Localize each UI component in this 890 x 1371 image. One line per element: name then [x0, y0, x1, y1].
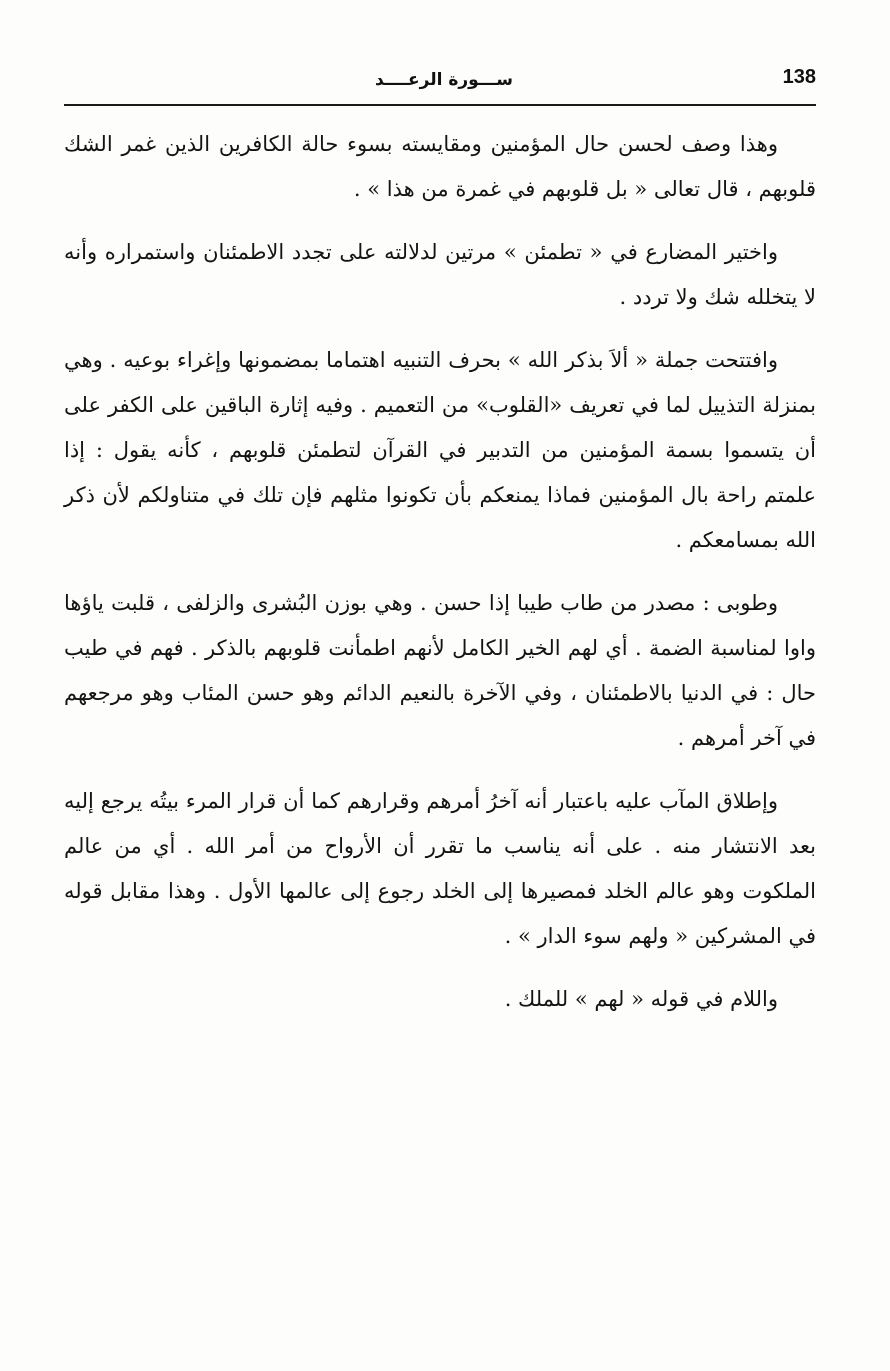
paragraph-2-text: واختير المضارع في « تطمئن » مرتين لدلالته على تجدد الاطمئنان واستمراره وأنه لا يتخلله شك ولا تردد .	[64, 240, 816, 309]
paragraph-6	[64, 977, 816, 1022]
running-title: ســـورة الرعــــد	[374, 70, 513, 90]
paragraph-4	[64, 581, 816, 761]
paragraph-3-text: وافتتحت جملة « ألاَ بذكر الله » بحرف التنبيه اهتماما بمضمونها وإغراء بوعيه . وهي بمنزلة التذييل لما في تعريف «القلوب» من التعميم . وفيه إثارة الباقين على الكفر على أن يتسموا بسمة المؤمنين من التدبير في القرآن لتطمئن قلوبهم ، كأنه يقول : إذا علمتم راحة بال المؤمنين فماذا يمنعكم بأن تكونوا مثلهم فإن تلك في متناولكم لأن ذكر الله بمسامعكم .	[64, 348, 816, 552]
paragraph-1	[64, 122, 816, 212]
paragraph-4-text: وطوبى : مصدر من طاب طيبا إذا حسن . وهي بوزن البُشرى والزلفى ، قلبت ياؤها واوا لمناسبة الضمة . أي لهم الخير الكامل لأنهم اطمأنت قلوبهم بالذكر . فهم في طيب حال : في الدنيا بالاطمئنان ، وفي الآخرة بالنعيم الدائم وهو حسن المئاب وهو مرجعهم في آخر أمرهم .	[64, 591, 816, 750]
paragraph-5	[64, 779, 816, 959]
page-number: 138	[782, 66, 816, 88]
paragraph-6-text: واللام في قوله « لهم » للملك .	[504, 987, 778, 1011]
page-header	[64, 60, 816, 106]
body-text	[64, 122, 816, 1040]
paragraph-1-text: وهذا وصف لحسن حال المؤمنين ومقايسته بسوء حالة الكافرين الذين غمر الشك قلوبهم ، قال تعالى « بل قلوبهم في غمرة من هذا » .	[64, 132, 816, 201]
paragraph-2	[64, 230, 816, 320]
paragraph-5-text: وإطلاق المآب عليه باعتبار أنه آخرُ أمرهم وقرارهم كما أن قرار المرء بيتُه يرجع إليه بعد الانتشار منه . على أنه يناسب ما تقرر أن الأرواح من أمر الله . أي من عالم الملكوت وهو عالم الخلد فمصيرها إلى الخلد رجوع إلى عالمها الأول . وهذا مقابل قوله في المشركين « ولهم سوء الدار » .	[64, 789, 816, 948]
paragraph-3	[64, 338, 816, 563]
